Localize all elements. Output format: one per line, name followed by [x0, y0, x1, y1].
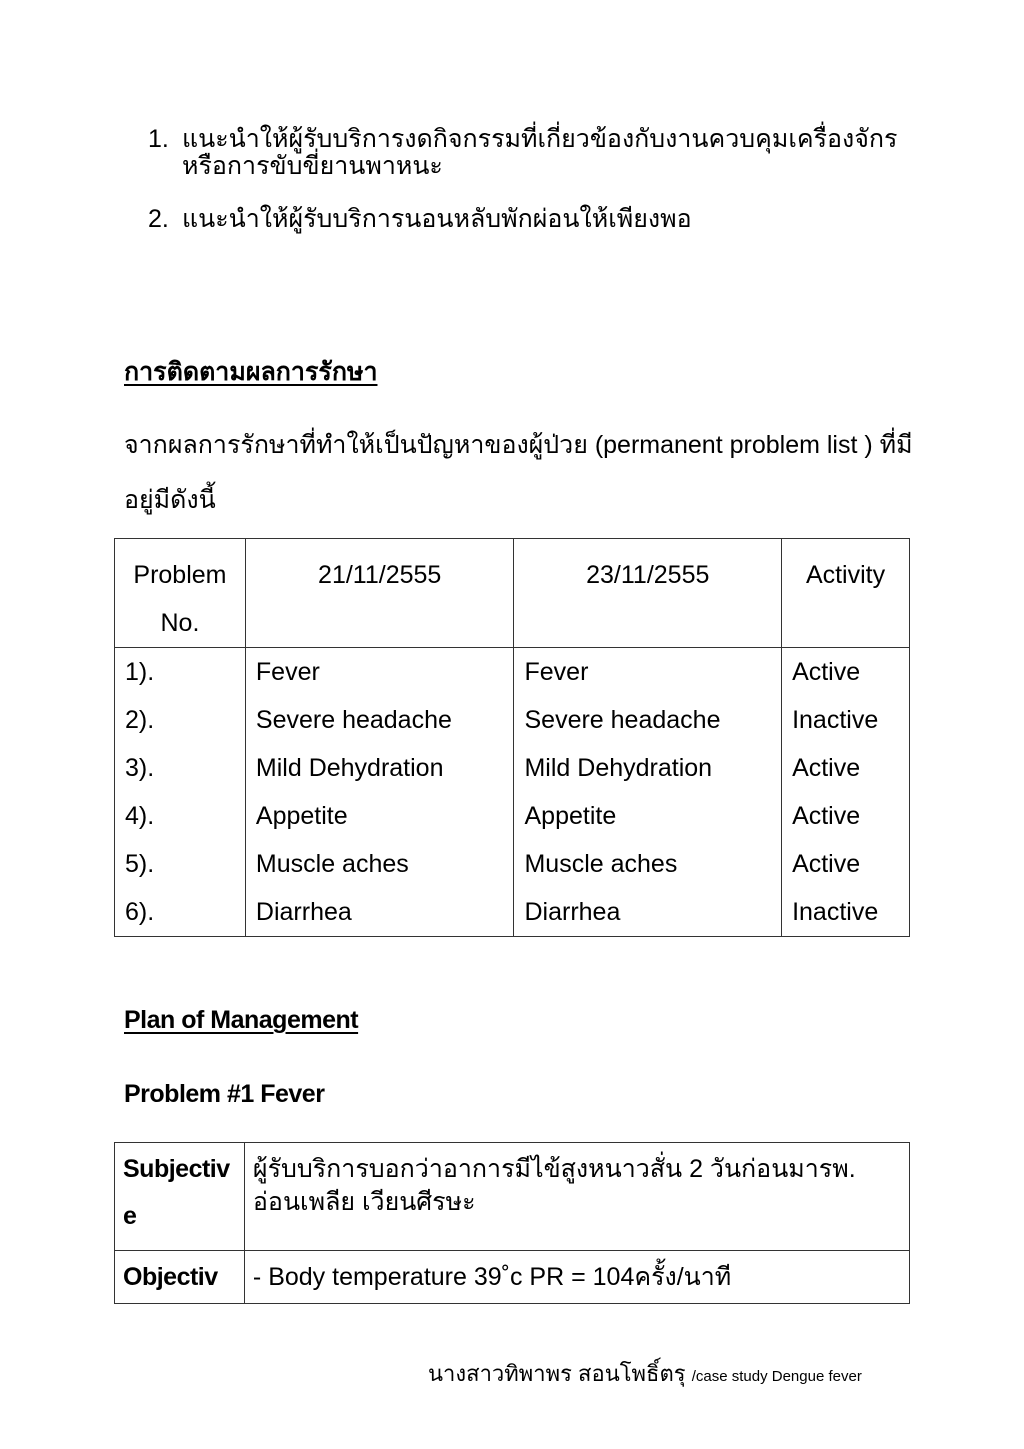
table-cell: Muscle aches [514, 840, 782, 888]
follow-up-intro: จากผลการรักษาที่ทำให้เป็นปัญหาของผู้ป่วย (permanent problem list ) ที่มีอยู่มีดังนี้ [124, 431, 913, 514]
table-cell: Severe headache [245, 696, 514, 744]
table-cell: 2). [115, 696, 246, 744]
soap-value: - Body temperature 39˚c PR = 104ครั้ง/นาที [244, 1251, 909, 1304]
table-cell: Diarrhea [245, 888, 514, 937]
column-header: 21/11/2555 [245, 539, 514, 648]
advice-list [148, 126, 928, 233]
table-row [115, 792, 910, 840]
problem-title: Problem #1 Fever [124, 1080, 325, 1108]
table-cell: Fever [514, 648, 782, 697]
table-cell: Active [782, 648, 910, 697]
column-header: 23/11/2555 [514, 539, 782, 648]
table-cell: Mild Dehydration [245, 744, 514, 792]
table-cell: Active [782, 840, 910, 888]
table-cell: 3). [115, 744, 246, 792]
table-cell: 5). [115, 840, 246, 888]
list-number: 2. [148, 205, 169, 233]
table-cell: Severe headache [514, 696, 782, 744]
soap-label: Objectiv [115, 1251, 245, 1304]
table-row [115, 744, 910, 792]
table-cell: 6). [115, 888, 246, 937]
list-text: แนะนำให้ผู้รับบริการนอนหลับพักผ่อนให้เพียงพอ [182, 205, 692, 233]
table-row [115, 888, 910, 937]
list-item [148, 206, 928, 233]
problem-list-table [114, 538, 910, 937]
soap-label [115, 1143, 245, 1251]
table-cell: Mild Dehydration [514, 744, 782, 792]
problem-table-body [115, 648, 910, 937]
table-cell: Muscle aches [245, 840, 514, 888]
table-cell: Active [782, 744, 910, 792]
table-cell: Appetite [514, 792, 782, 840]
footer-case: /case study Dengue fever [691, 1368, 862, 1385]
list-number: 1. [148, 125, 169, 153]
table-row [115, 1143, 910, 1251]
page-footer [428, 1356, 862, 1391]
table-row [115, 1251, 910, 1304]
table-row [115, 648, 910, 697]
soap-value: ผู้รับบริการบอกว่าอาการมีไข้สูงหนาวสั่น 2 วันก่อนมารพ. อ่อนเพลีย เวียนศีรษะ [244, 1143, 909, 1251]
follow-up-heading: การติดตามผลการรักษา [124, 358, 378, 386]
table-header-row [115, 539, 910, 648]
list-item [148, 126, 928, 206]
table-cell: 1). [115, 648, 246, 697]
table-cell: Appetite [245, 792, 514, 840]
table-cell: Inactive [782, 888, 910, 937]
soap-table [114, 1142, 910, 1304]
table-cell: 4). [115, 792, 246, 840]
table-cell: Active [782, 792, 910, 840]
footer-author: นางสาวทิพาพร สอนโพธิ์ตรุ [428, 1361, 686, 1386]
table-cell: Inactive [782, 696, 910, 744]
soap-label-text: Subjective [123, 1155, 230, 1230]
column-header: Activity [782, 539, 910, 648]
column-header: Problem No. [115, 539, 246, 648]
table-row [115, 696, 910, 744]
table-cell: Diarrhea [514, 888, 782, 937]
table-row [115, 840, 910, 888]
plan-heading: Plan of Management [124, 1006, 359, 1034]
list-text: แนะนำให้ผู้รับบริการงดกิจกรรมที่เกี่ยวข้องกับงานควบคุมเครื่องจักร หรือการขับขี่ยานพาหนะ [182, 125, 898, 180]
table-cell: Fever [245, 648, 514, 697]
